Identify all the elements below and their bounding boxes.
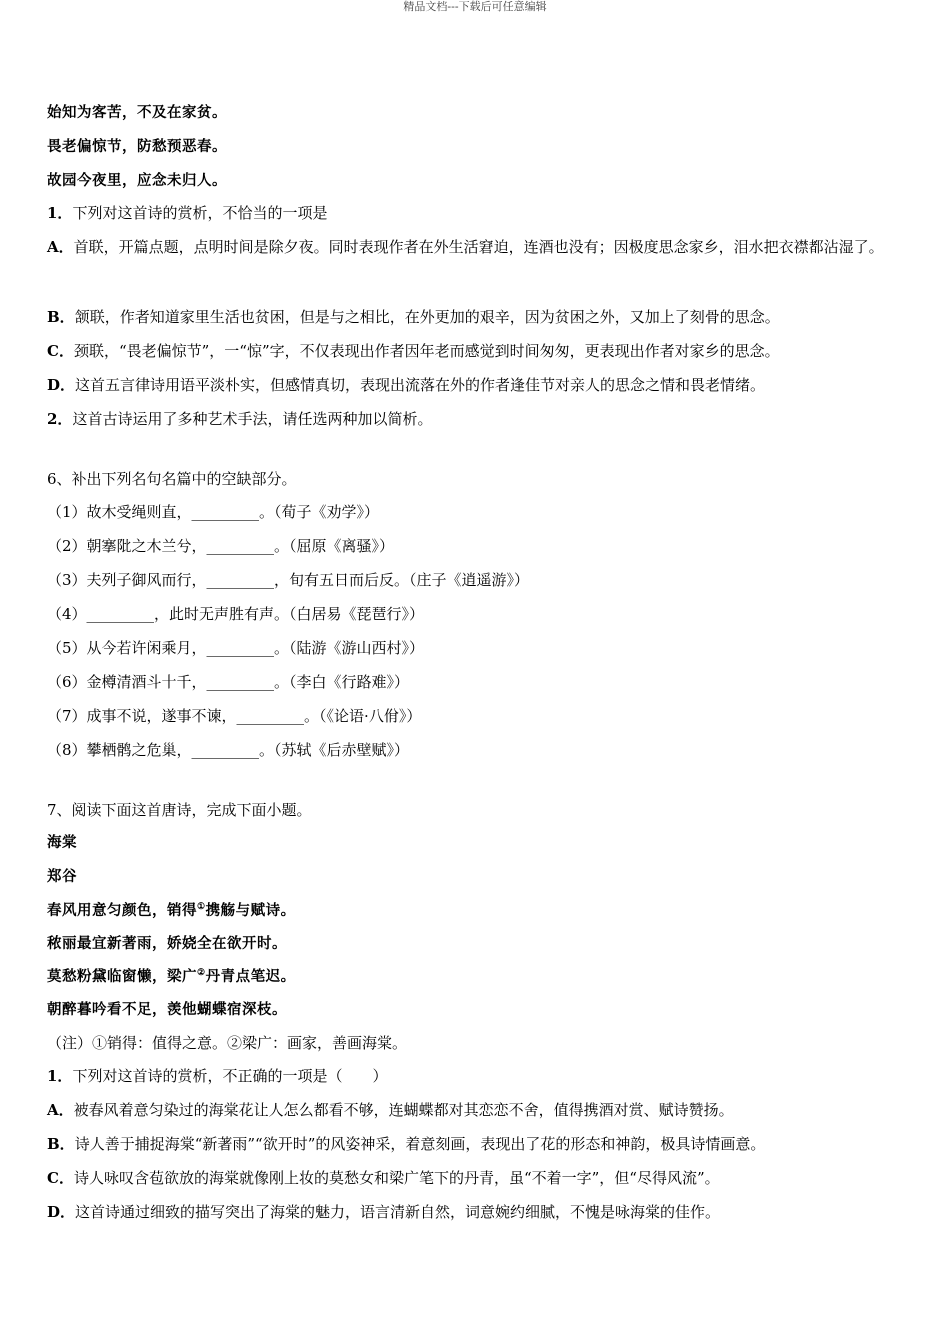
option-text: 这首诗通过细致的描写突出了海棠的魅力，语言清新自然，词意婉约细腻，不愧是咏海棠的佳作。 [75, 1203, 721, 1221]
option-letter: B． [47, 1135, 75, 1153]
poem-line-2: 畏老偏惊节，防愁预恶春。 [47, 138, 227, 155]
option-text: 被春风着意匀染过的海棠花让人怎么都看不够，连蝴蝶都对其恋恋不舍，值得携酒对赏、赋诗赞扬。 [73, 1101, 734, 1119]
fill-item-1: （1）故木受绳则直，_________。（荀子《劝学》） [47, 503, 380, 521]
option-text: 诗人咏叹含苞欲放的海棠就像刚上妆的莫愁女和梁广笔下的丹青，虽“不着一字”，但“尽得风流”。 [73, 1169, 720, 1187]
fill-item-7: （7）成事不说，遂事不谏，_________。（《论语·八佾》） [47, 707, 422, 725]
question-number: 1． [47, 204, 73, 222]
fill-item-3: （3）夫列子御风而行，_________，旬有五日而后反。（庄子《逍遥游》） [47, 571, 530, 589]
question-7-1 [47, 1066, 387, 1086]
page-header: 精品文档---下载后可任意编辑 [403, 0, 547, 13]
option-a [47, 1100, 734, 1120]
option-a [47, 230, 907, 264]
poem-text: 春风用意匀颜色，销得 [47, 902, 197, 919]
option-letter: A． [47, 238, 74, 256]
option-text: 颈联，“畏老偏惊节”，一“惊”字，不仅表现出作者因年老而感觉到时间匆匆，更表现出作者对家乡的思念。 [73, 342, 780, 360]
question-number: 2． [47, 410, 73, 428]
fill-item-8: （8）攀栖鹘之危巢，_________。（苏轼《后赤壁赋》） [47, 741, 410, 759]
option-letter: C． [47, 342, 74, 360]
option-letter: C． [47, 1169, 74, 1187]
poem2-line-1 [47, 901, 296, 921]
fill-item-4: （4）_________，此时无声胜有声。（白居易《琵琶行》） [47, 605, 425, 623]
question-stem: 这首古诗运用了多种艺术手法，请任选两种加以简析。 [72, 410, 433, 428]
fill-item-2: （2）朝搴阰之木兰兮，_________。（屈原《离骚》） [47, 537, 395, 555]
poem-text: 莫愁粉黛临窗懒，梁广 [47, 968, 197, 985]
option-text: 诗人善于捕捉海棠“新著雨”“欲开时”的风姿神采，着意刻画，表现出了花的形态和神韵，极具诗情画意。 [74, 1135, 766, 1153]
option-d [47, 375, 765, 395]
question-2 [47, 409, 432, 429]
poem-text: 丹青点笔迟。 [205, 968, 296, 985]
poem-author: 郑谷 [47, 868, 77, 885]
section-7-title: 7、阅读下面这首唐诗，完成下面小题。 [47, 801, 312, 819]
poem-text: 携觞与赋诗。 [205, 902, 296, 919]
option-d [47, 1202, 720, 1222]
option-c [47, 341, 780, 361]
option-letter: D． [47, 376, 76, 394]
fill-item-6: （6）金樽清酒斗十千，_________。（李白《行路难》） [47, 673, 410, 691]
poem-title: 海棠 [47, 834, 77, 851]
option-b [47, 1134, 765, 1154]
option-text: 颔联，作者知道家里生活也贫困，但是与之相比，在外更加的艰辛，因为贫困之外，又加上了刻骨的思念。 [74, 308, 780, 326]
footnote-marker: ① [197, 902, 206, 913]
question-1 [47, 203, 327, 223]
option-letter: B． [47, 308, 75, 326]
option-letter: D． [47, 1203, 76, 1221]
footnote-marker: ② [197, 968, 206, 979]
section-6-title: 6、补出下列名句名篇中的空缺部分。 [47, 470, 297, 488]
option-c [47, 1168, 720, 1188]
fill-item-5: （5）从今若许闲乘月，_________。（陆游《游山西村》） [47, 639, 425, 657]
poem2-line-3 [47, 967, 296, 987]
poem2-line-4: 朝醉暮吟看不足，羡他蝴蝶宿深枝。 [47, 1001, 287, 1018]
question-number: 1． [47, 1067, 73, 1085]
poem-line-1: 始知为客苦，不及在家贫。 [47, 104, 227, 121]
question-stem: 下列对这首诗的赏析，不正确的一项是（ ） [72, 1067, 388, 1085]
question-stem: 下列对这首诗的赏析，不恰当的一项是 [72, 204, 328, 222]
poem2-line-2: 秾丽最宜新著雨，娇娆全在欲开时。 [47, 935, 287, 952]
option-b [47, 307, 780, 327]
poem-line-3: 故园今夜里，应念未归人。 [47, 172, 227, 189]
option-text: 首联，开篇点题，点明时间是除夕夜。同时表现作者在外生活窘迫，连酒也没有；因极度思念家乡，泪水把衣襟都沾湿了。 [73, 238, 884, 256]
option-text: 这首五言律诗用语平淡朴实，但感情真切，表现出流落在外的作者逢佳节对亲人的思念之情和畏老情绪。 [75, 376, 766, 394]
option-letter: A． [47, 1101, 74, 1119]
poem-note: （注）①销得：值得之意。②梁广：画家，善画海棠。 [47, 1034, 408, 1052]
